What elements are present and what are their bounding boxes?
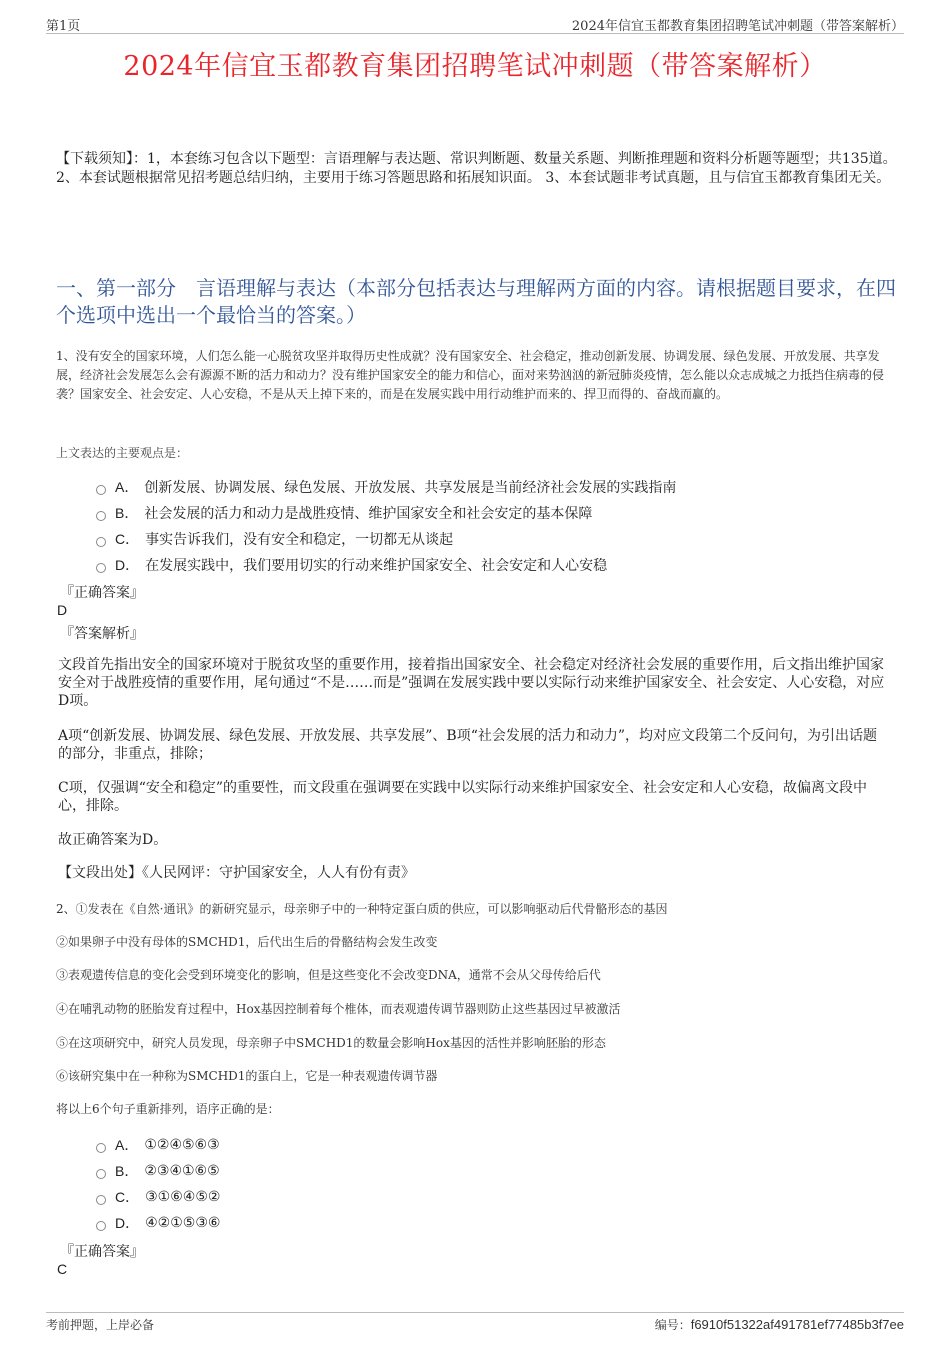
question-2-sentence: ④在哺乳动物的胚胎发育过程中，Hox基因控制着每个椎体，而表观遗传调节器则防止这些基因过早被激活 (56, 1002, 621, 1016)
option-text: 社会发展的活力和动力是战胜疫情、维护国家安全和社会安定的基本保障 (144, 506, 593, 522)
question-2-answer: C (57, 1261, 68, 1277)
question-2-option-a[interactable] (96, 1135, 220, 1155)
option-text: ②③④①⑥⑤ (144, 1163, 220, 1179)
question-2-option-d[interactable] (96, 1213, 220, 1233)
question-2-prompt: 将以上6个句子重新排列，语序正确的是： (56, 1102, 280, 1116)
question-1-text: 1、没有安全的国家环境，人们怎么能一心脱贫攻坚并取得历史性成就？没有国家安全、社会稳定，推动创新发展、协调发展、绿色发展、开放发展、共享发展，经济社会发展怎么会有源源不断的活力和动力？没有维护国家安全的能力和信心，面对来势汹汹的新冠肺炎疫情，怎么能以众志成城之力抵挡住病毒的侵袭？国家安全、社会安定、人心安稳，不是从天上掉下来的，而是在发展实践中用行动维护而来的、捍卫而得的、奋战而赢的。 (56, 349, 885, 401)
question-2-sentence: ⑤在这项研究中，研究人员发现，母亲卵子中SMCHD1的数量会影响Hox基因的活性并影响胚胎的形态 (56, 1036, 606, 1050)
option-key: D． (115, 1215, 140, 1231)
option-text: ④②①⑤③⑥ (145, 1215, 221, 1231)
footer-divider (46, 1312, 904, 1313)
radio-icon[interactable] (96, 1143, 106, 1153)
question-1-option-d[interactable] (96, 555, 607, 575)
footer-doc-id (655, 1316, 904, 1333)
footer-slogan: 考前押题，上岸必备 (46, 1318, 155, 1332)
analysis-paragraph: C项，仅强调“安全和稳定”的重要性，而文段重在强调要在实践中以实际行动来维护国家安全、社会安定和人心安稳，故偏离文段中心，排除。 (58, 780, 868, 814)
radio-icon[interactable] (96, 563, 106, 573)
option-key: D． (115, 557, 140, 573)
question-1-source: 【文段出处】《人民网评：守护国家安全，人人有份有责》 (58, 865, 415, 881)
header-page-number: 第1页 (46, 19, 81, 34)
question-2-sentence: 2、①发表在《自然·通讯》的新研究显示，母亲卵子中的一种特定蛋白质的供应，可以影响驱动后代骨骼形态的基因 (56, 902, 668, 916)
analysis-conclusion: 故正确答案为D。 (58, 832, 168, 848)
question-2-option-b[interactable] (96, 1161, 220, 1181)
radio-icon[interactable] (96, 511, 106, 521)
page-title: 2024年信宜玉都教育集团招聘笔试冲刺题（带答案解析） (123, 51, 827, 82)
option-text: 创新发展、协调发展、绿色发展、开放发展、共享发展是当前经济社会发展的实践指南 (144, 480, 677, 496)
header-document-title: 2024年信宜玉都教育集团招聘笔试冲刺题（带答案解析） (571, 19, 904, 34)
question-2-sentence: ⑥该研究集中在一种称为SMCHD1的蛋白上，它是一种表观遗传调节器 (56, 1069, 438, 1083)
footer-code-label: 编号： (654, 1318, 691, 1332)
analysis-paragraph: 文段首先指出安全的国家环境对于脱贫攻坚的重要作用，接着指出国家安全、社会稳定对经济社会发展的重要作用，后文指出维护国家安全对于战胜疫情的重要作用，尾句通过“不是……而是”强调在发展实践中要以实际行动来维护国家安全、社会安定、人心安稳，对应D项。 (58, 657, 885, 709)
option-key: B． (115, 505, 139, 521)
question-1-analysis-label: 『答案解析』 (60, 626, 144, 642)
footer-code: f6910f51322af491781ef77485b3f7ee (690, 1317, 904, 1332)
question-2-answer-label: 『正确答案』 (60, 1244, 144, 1260)
radio-icon[interactable] (96, 1169, 106, 1179)
radio-icon[interactable] (96, 1221, 106, 1231)
question-2-sentence: ③表观遗传信息的变化会受到环境变化的影响，但是这些变化不会改变DNA，通常不会从父母传给后代 (56, 968, 601, 982)
option-text: ①②④⑤⑥③ (144, 1137, 220, 1153)
option-key: A． (115, 479, 139, 495)
option-text: ③①⑥④⑤② (145, 1189, 221, 1205)
option-text: 在发展实践中，我们要用切实的行动来维护国家安全、社会安定和人心安稳 (145, 558, 608, 574)
header-divider (46, 33, 904, 34)
question-1-option-b[interactable] (96, 503, 592, 523)
radio-icon[interactable] (96, 485, 106, 495)
question-1-option-c[interactable] (96, 529, 453, 549)
question-2-sentence: ②如果卵子中没有母体的SMCHD1，后代出生后的骨骼结构会发生改变 (56, 935, 438, 949)
option-text: 事实告诉我们，没有安全和稳定，一切都无从谈起 (145, 532, 454, 548)
radio-icon[interactable] (96, 1195, 106, 1205)
question-1-answer: D (57, 602, 68, 618)
analysis-paragraph: A项“创新发展、协调发展、绿色发展、开放发展、共享发展”、B项“社会发展的活力和动力”，均对应文段第二个反问句，为引出话题的部分，非重点，排除； (58, 728, 878, 762)
download-notice: 【下载须知】：1，本套练习包含以下题型：言语理解与表达题、常识判断题、数量关系题、判断推理题和资料分析题等题型；共135道。 2、本套试题根据常见招考题总结归纳，主要用于练习答题思路和拓展知识面。 3、本套试题非考试真题，且与信宜玉都教育集团无关。 (56, 151, 897, 186)
option-key: B． (115, 1163, 139, 1179)
question-1-answer-label: 『正确答案』 (60, 585, 144, 601)
option-key: C． (115, 1189, 140, 1205)
question-2-option-c[interactable] (96, 1187, 220, 1207)
radio-icon[interactable] (96, 537, 106, 547)
question-1-option-a[interactable] (96, 477, 676, 497)
option-key: A． (115, 1137, 139, 1153)
question-1-prompt: 上文表达的主要观点是： (56, 446, 189, 460)
section-heading: 一、第一部分 言语理解与表达（本部分包括表达与理解两方面的内容。请根据题目要求，在四个选项中选出一个最恰当的答案。） (56, 276, 896, 327)
option-key: C． (115, 531, 140, 547)
